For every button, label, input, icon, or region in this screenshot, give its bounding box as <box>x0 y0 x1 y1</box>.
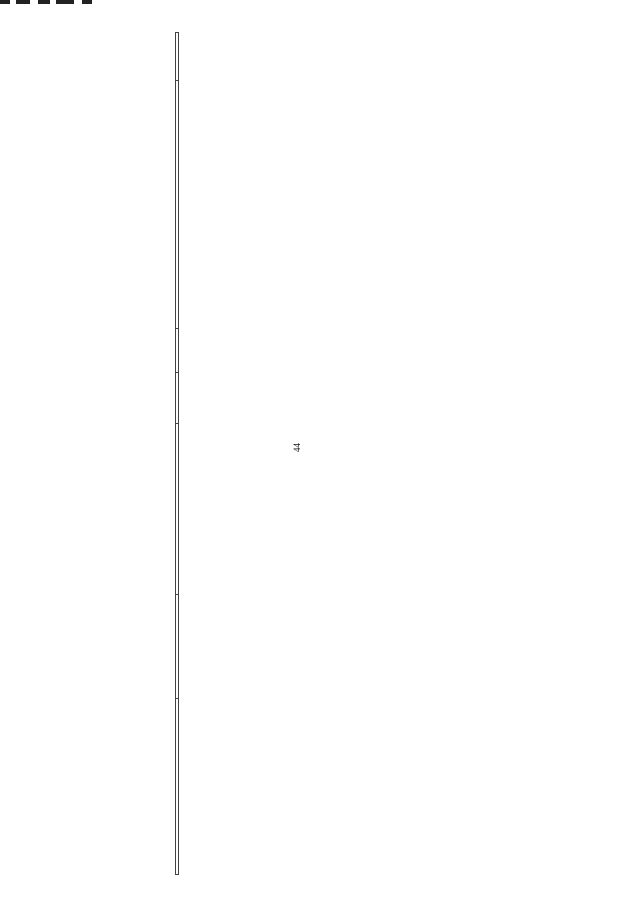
years-group-header <box>176 80 179 328</box>
table-body <box>179 33 635 875</box>
rotated-table-sheet <box>175 32 635 875</box>
program-classifier-header <box>176 594 179 698</box>
scan-edge-marks <box>0 0 640 8</box>
program-indicator-table <box>175 32 635 875</box>
table-header <box>176 33 179 875</box>
budget-codes-header <box>176 698 179 874</box>
page-number: 44 <box>292 443 302 452</box>
header-row-groups <box>176 33 179 875</box>
target-value-header <box>176 33 179 81</box>
base-value-header <box>176 329 179 373</box>
name-column-header <box>176 424 179 595</box>
unit-column-header <box>176 373 179 424</box>
